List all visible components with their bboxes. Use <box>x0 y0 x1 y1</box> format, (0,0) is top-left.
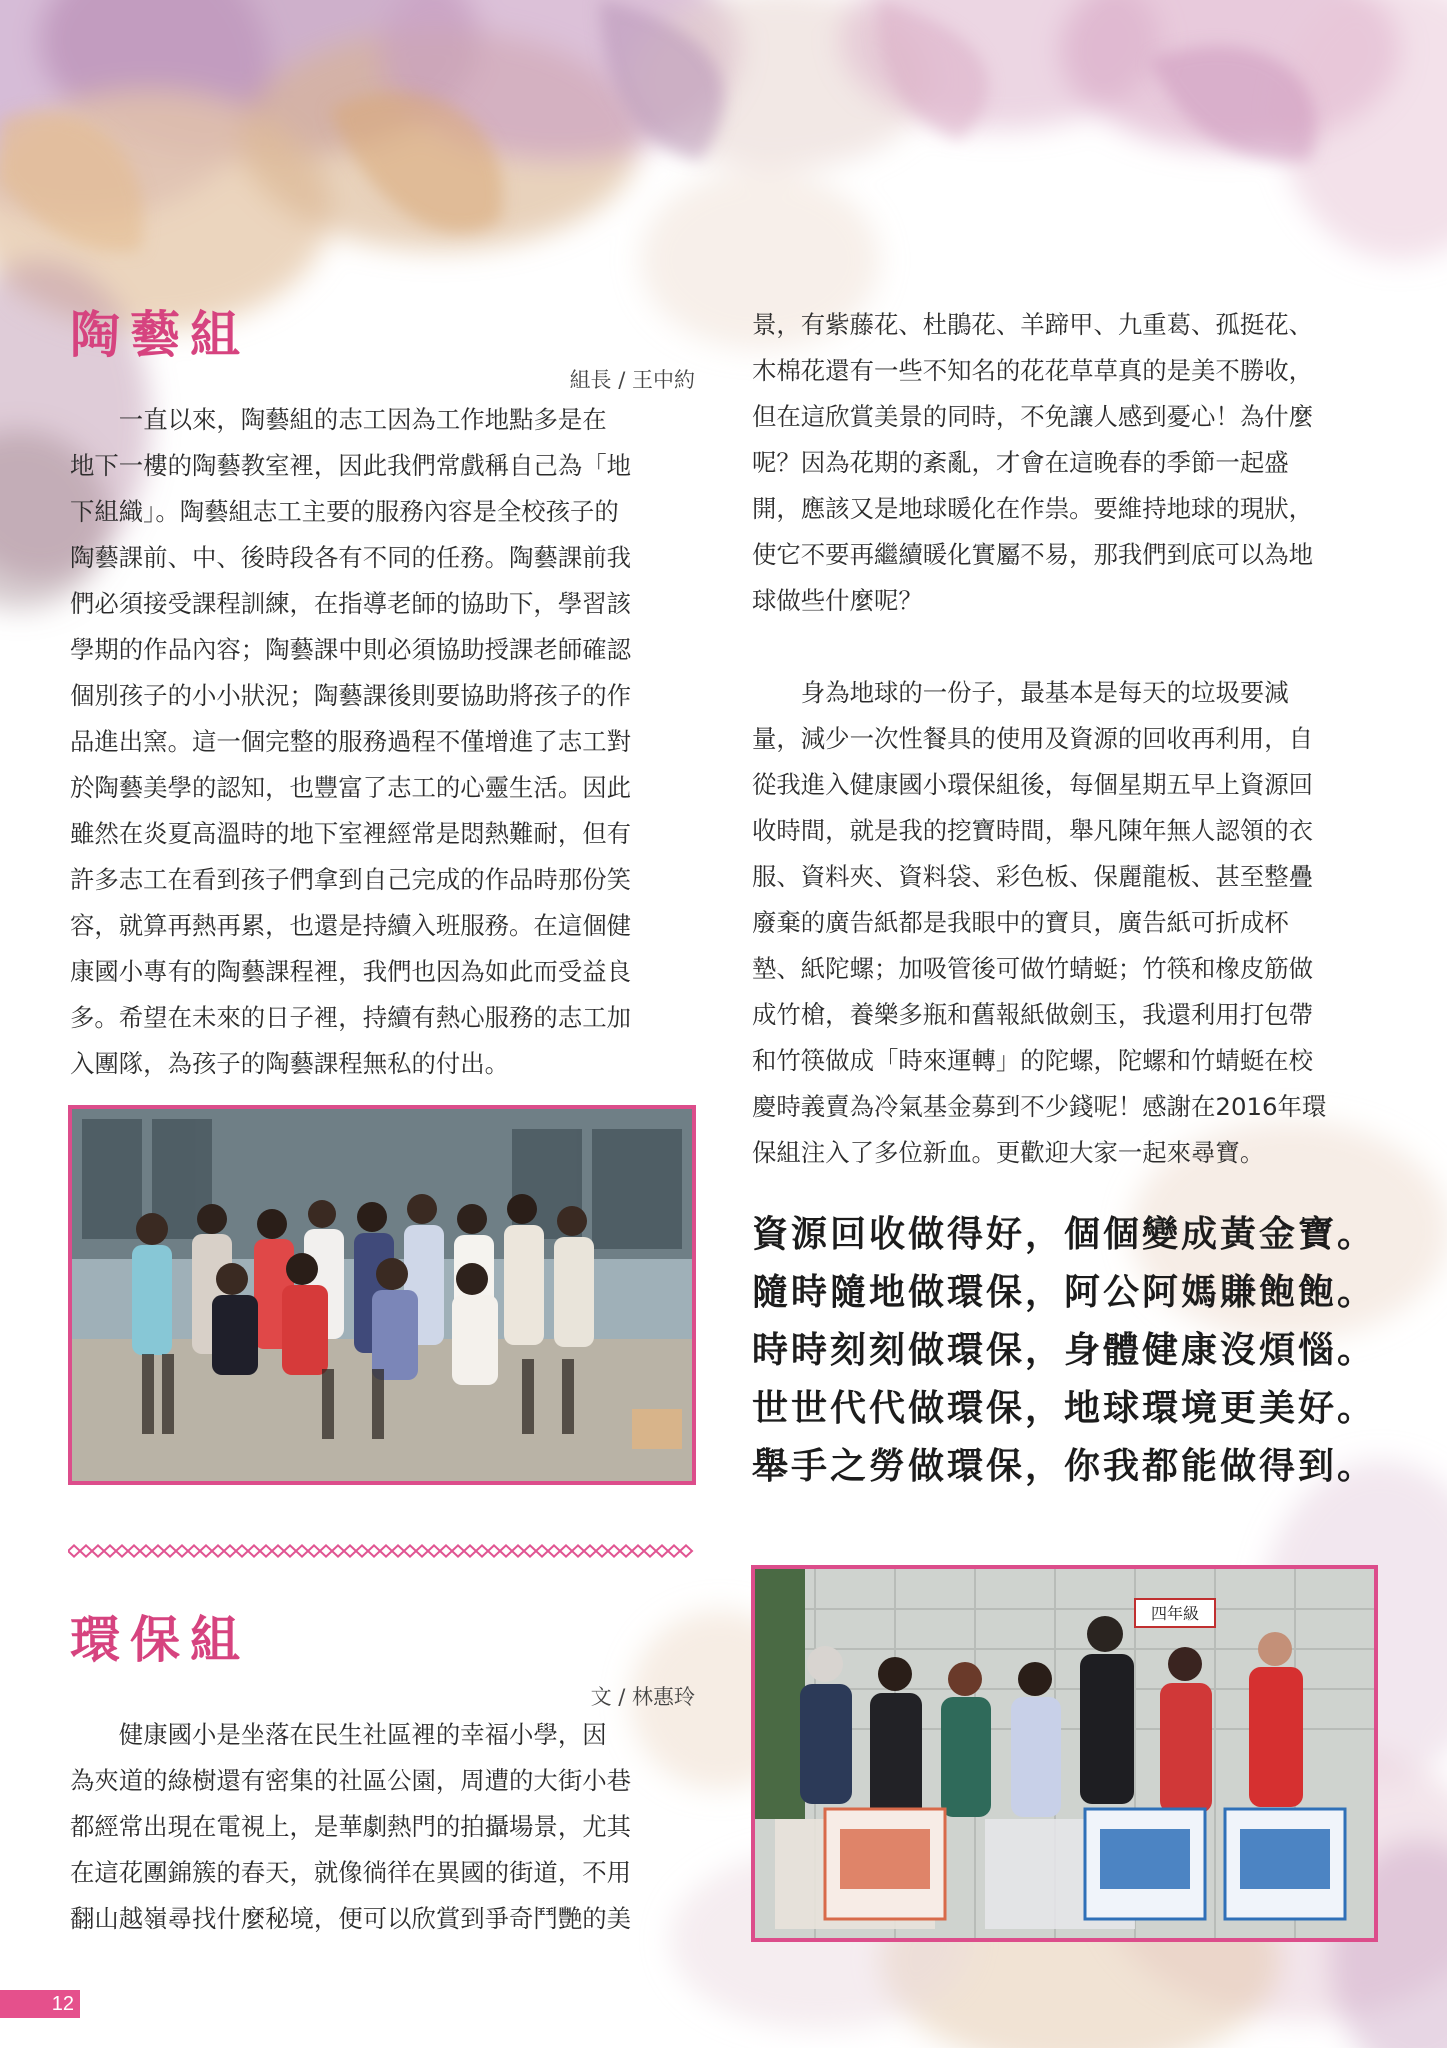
classroom-sign: 四年級 <box>1150 1604 1200 1623</box>
pottery-line: 雖然在炎夏高溫時的地下室裡經常是悶熱難耐，但有 <box>70 819 631 848</box>
divider-diamond <box>476 1545 488 1556</box>
divider-diamond <box>668 1545 680 1556</box>
recycling-team-photo-image <box>755 1569 1374 1938</box>
divider-diamond <box>452 1545 464 1556</box>
pottery-line: 學期的作品內容；陶藝課中則必須協助授課老師確認 <box>70 635 631 664</box>
divider-diamond <box>416 1545 428 1556</box>
pottery-group-photo <box>68 1105 696 1485</box>
eco-title: 環保組 <box>70 1611 250 1669</box>
eco-line: 量，減少一次性餐具的使用及資源的回收再利用，自 <box>752 724 1313 753</box>
zigzag-divider <box>68 1542 696 1560</box>
divider-diamond <box>272 1545 284 1556</box>
divider-diamond <box>140 1545 152 1556</box>
divider-diamond <box>104 1545 116 1556</box>
group-photo-image <box>72 1109 692 1481</box>
pottery-title: 陶藝組 <box>70 306 250 364</box>
divider-diamond <box>560 1545 572 1556</box>
eco-line: 收時間，就是我的挖寶時間，舉凡陳年無人認領的衣 <box>752 816 1313 845</box>
eco-line: 墊、紙陀螺；加吸管後可做竹蜻蜓；竹筷和橡皮筋做 <box>752 954 1313 983</box>
eco-line: 球做些什麼呢？ <box>752 586 923 615</box>
divider-diamond <box>620 1545 632 1556</box>
divider-diamond <box>188 1545 200 1556</box>
pottery-line: 下組織」。陶藝組志工主要的服務內容是全校孩子的 <box>70 497 619 526</box>
divider-diamond <box>428 1545 440 1556</box>
divider-diamond <box>464 1545 476 1556</box>
divider-diamond <box>92 1545 104 1556</box>
divider-diamond <box>332 1545 344 1556</box>
pottery-line: 陶藝課前、中、後時段各有不同的任務。陶藝課前我 <box>70 543 631 572</box>
divider-diamond <box>260 1545 272 1556</box>
eco-line: 身為地球的一份子，最基本是每天的垃圾要減 <box>800 678 1289 707</box>
eco-body-left <box>70 1712 695 1942</box>
slogan-line: 世世代代做環保，地球環境更美好。 <box>752 1388 1377 1429</box>
eco-line: 使它不要再繼續暖化實屬不易，那我們到底可以為地 <box>752 540 1313 569</box>
eco-line: 在這花團錦簇的春天，就像徜徉在異國的街道，不用 <box>70 1858 631 1887</box>
divider-diamond <box>644 1545 656 1556</box>
divider-diamond <box>68 1545 80 1556</box>
slogan-line: 資源回收做得好，個個變成黃金寶。 <box>752 1214 1377 1255</box>
divider-diamond <box>632 1545 644 1556</box>
eco-line: 慶時義賣為冷氣基金募到不少錢呢！感謝在2016年環 <box>752 1092 1327 1121</box>
eco-byline: 文 / 林惠玲 <box>590 1685 695 1709</box>
pottery-line: 許多志工在看到孩子們拿到自己完成的作品時那份笑 <box>70 865 631 894</box>
divider-diamond <box>584 1545 596 1556</box>
divider-diamond <box>152 1545 164 1556</box>
eco-line: 呢？因為花期的紊亂，才會在這晚春的季節一起盛 <box>752 448 1289 477</box>
pottery-line: 地下一樓的陶藝教室裡，因此我們常戲稱自己為「地 <box>70 451 631 480</box>
pottery-line: 容，就算再熱再累，也還是持續入班服務。在這個健 <box>70 911 631 940</box>
pottery-byline: 組長 / 王中約 <box>569 368 695 392</box>
divider-diamond <box>656 1545 668 1556</box>
eco-line: 景，有紫藤花、杜鵑花、羊蹄甲、九重葛、孤挺花、 <box>752 310 1313 339</box>
divider-diamond <box>536 1545 548 1556</box>
pottery-line: 入團隊，為孩子的陶藝課程無私的付出。 <box>70 1049 510 1078</box>
eco-line: 廢棄的廣告紙都是我眼中的寶貝，廣告紙可折成杯 <box>752 908 1289 937</box>
pottery-section <box>70 305 695 1087</box>
divider-diamond <box>284 1545 296 1556</box>
divider-diamond <box>572 1545 584 1556</box>
eco-line: 保組注入了多位新血。更歡迎大家一起來尋寶。 <box>752 1138 1265 1167</box>
eco-section-right <box>752 302 1377 1496</box>
divider-diamond <box>368 1545 380 1556</box>
eco-line: 和竹筷做成「時來運轉」的陀螺，陀螺和竹蜻蜓在校 <box>752 1046 1313 1075</box>
pottery-line: 康國小專有的陶藝課程裡，我們也因為如此而受益良 <box>70 957 631 986</box>
divider-diamond <box>248 1545 260 1556</box>
divider-diamond <box>608 1545 620 1556</box>
divider-diamond <box>164 1545 176 1556</box>
divider-diamond <box>596 1545 608 1556</box>
eco-body-right-2 <box>752 670 1377 1176</box>
divider-diamond <box>512 1545 524 1556</box>
slogan-line: 舉手之勞做環保，你我都能做得到。 <box>752 1446 1377 1487</box>
divider-diamond <box>212 1545 224 1556</box>
eco-line: 都經常出現在電視上，是華劇熱門的拍攝場景，尤其 <box>70 1812 631 1841</box>
eco-line: 從我進入健康國小環保組後，每個星期五早上資源回 <box>752 770 1313 799</box>
eco-line: 為夾道的綠樹還有密集的社區公園，周遭的大街小巷 <box>70 1766 631 1795</box>
eco-line: 成竹槍，養樂多瓶和舊報紙做劍玉，我還利用打包帶 <box>752 1000 1313 1029</box>
divider-diamond <box>392 1545 404 1556</box>
pottery-line: 們必須接受課程訓練，在指導老師的協助下，學習該 <box>70 589 631 618</box>
divider-diamond <box>128 1545 140 1556</box>
eco-section-left <box>70 1610 695 1942</box>
divider-diamond <box>224 1545 236 1556</box>
divider-diamond <box>404 1545 416 1556</box>
pottery-line: 多。希望在未來的日子裡，持續有熱心服務的志工加 <box>70 1003 631 1032</box>
divider-diamond <box>296 1545 308 1556</box>
slogan-line: 時時刻刻做環保，身體健康沒煩惱。 <box>752 1330 1377 1371</box>
pottery-line: 個別孩子的小小狀況；陶藝課後則要協助將孩子的作 <box>70 681 631 710</box>
eco-team-photo <box>751 1565 1378 1942</box>
pottery-body <box>70 397 695 1087</box>
divider-diamond <box>344 1545 356 1556</box>
divider-diamond <box>236 1545 248 1556</box>
eco-line: 開，應該又是地球暖化在作祟。要維持地球的現狀， <box>752 494 1313 523</box>
divider-diamond <box>176 1545 188 1556</box>
divider-diamond <box>308 1545 320 1556</box>
divider-diamond <box>320 1545 332 1556</box>
eco-line: 翻山越嶺尋找什麼秘境，便可以欣賞到爭奇鬥艷的美 <box>70 1904 631 1933</box>
eco-line: 木棉花還有一些不知名的花花草草真的是美不勝收， <box>752 356 1313 385</box>
divider-diamond <box>548 1545 560 1556</box>
eco-line: 但在這欣賞美景的同時，不免讓人感到憂心！為什麼 <box>752 402 1313 431</box>
pottery-line: 品進出窯。這一個完整的服務過程不僅增進了志工對 <box>70 727 631 756</box>
slogan-line: 隨時隨地做環保，阿公阿媽賺飽飽。 <box>752 1272 1377 1313</box>
divider-diamond <box>488 1545 500 1556</box>
eco-line: 服、資料夾、資料袋、彩色板、保麗龍板、甚至整疊 <box>752 862 1313 891</box>
pottery-line: 一直以來，陶藝組的志工因為工作地點多是在 <box>118 405 607 434</box>
divider-diamond <box>500 1545 512 1556</box>
divider-diamond <box>356 1545 368 1556</box>
eco-line: 健康國小是坐落在民生社區裡的幸福小學，因 <box>118 1720 607 1749</box>
divider-diamond <box>80 1545 92 1556</box>
divider-diamond <box>524 1545 536 1556</box>
divider-diamond <box>116 1545 128 1556</box>
divider-diamond <box>680 1545 692 1556</box>
pottery-line: 於陶藝美學的認知，也豐富了志工的心靈生活。因此 <box>70 773 631 802</box>
divider-diamond <box>380 1545 392 1556</box>
eco-body-right-1 <box>752 302 1377 624</box>
page-number: 12 <box>0 1990 80 2018</box>
slogan-block <box>752 1206 1377 1496</box>
divider-diamond <box>440 1545 452 1556</box>
divider-diamond <box>200 1545 212 1556</box>
